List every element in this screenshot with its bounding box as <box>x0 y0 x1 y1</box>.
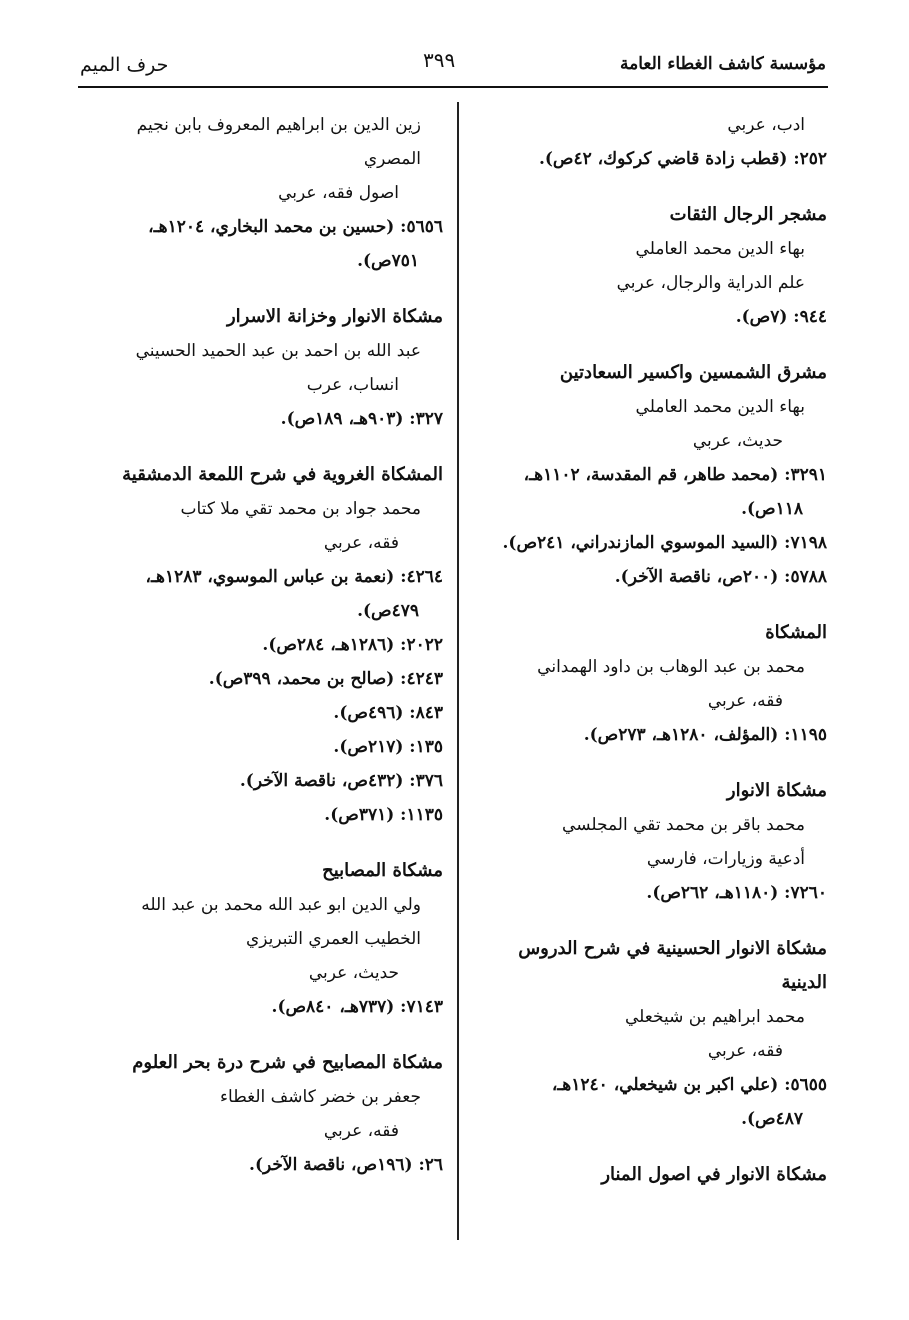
entry-copy: ٣٢٩١: (محمد طاهر، قم المقدسة، ١١٠٢هـ، <box>523 465 827 485</box>
entry-subject: حديث، عربي <box>692 431 783 451</box>
entry-title: مشرق الشمسين واكسير السعادتين <box>559 362 827 383</box>
entry-title: مشكاة المصابيح <box>322 860 443 881</box>
entry-title: مشكاة الانوار الحسينية في شرح الدروس الدينية <box>518 938 827 993</box>
entry-copy: ٥٧٨٨: (٢٠٠ص، ناقصة الآخر). <box>614 567 827 587</box>
entry-subject: أدعية وزيارات، فارسي <box>646 849 805 869</box>
entry-author: عبد الله بن احمد بن عبد الحميد الحسيني <box>135 341 421 361</box>
entry-title: المشكاة الغروية في شرح اللمعة الدمشقية <box>122 464 443 485</box>
entry-subject: فقه، عربي <box>707 1041 783 1061</box>
entry-author-cont: المصري <box>363 149 421 169</box>
entry-author: جعفر بن خضر كاشف الغطاء <box>220 1087 421 1107</box>
entry-copy: ٥٦٥٦: (حسين بن محمد البخاري، ١٢٠٤هـ، <box>148 217 443 237</box>
entry-copy: ٢٠٢٢: (١٢٨٦هـ، ٢٨٤ص). <box>262 635 443 655</box>
entry-subject: فقه، عربي <box>707 691 783 711</box>
catalog-entry <box>477 932 827 1136</box>
entry-author: محمد ابراهيم بن شيخعلي <box>624 1007 805 1027</box>
entry-title: مشكاة الانوار <box>726 780 827 801</box>
catalog-entry <box>477 774 827 910</box>
header-rule <box>78 86 828 88</box>
left-column <box>81 108 443 1204</box>
running-head-publisher: مؤسسة كاشف الغطاء العامة <box>619 54 826 74</box>
entry-copy: ٥٦٥٥: (علي اكبر بن شيخعلي، ١٢٤٠هـ، <box>551 1075 827 1095</box>
entry-subject: حديث، عربي <box>308 963 399 983</box>
entry-author-cont: الخطيب العمري التبريزي <box>245 929 421 949</box>
page-header <box>78 44 828 84</box>
entry-copy: ٨٤٣: (٤٩٦ص). <box>333 703 443 723</box>
entry-subject: ادب، عربي <box>727 115 805 135</box>
entry-subject: انساب، عرب <box>306 375 399 395</box>
entry-title: مشكاة الانوار وخزانة الاسرار <box>226 306 443 327</box>
catalog-entry <box>477 198 827 334</box>
catalog-entry <box>477 1158 827 1192</box>
entry-title: مشجر الرجال الثقات <box>669 204 827 225</box>
entry-author: محمد باقر بن محمد تقي المجلسي <box>562 815 805 835</box>
entry-author: بهاء الدين محمد العاملي <box>635 239 805 259</box>
continued-entry <box>81 108 443 278</box>
entry-copy: ٧٢٦٠: (١١٨٠هـ، ٢٦٢ص). <box>646 883 827 903</box>
running-head-chapter: حرف الميم <box>80 54 169 76</box>
entry-copy: ٢٦: (١٩٦ص، ناقصة الآخر). <box>249 1155 443 1175</box>
column-divider <box>457 102 459 1240</box>
entry-copy: ٩٤٤: (٧ص). <box>735 307 827 327</box>
entry-subject: فقه، عربي <box>323 533 399 553</box>
entry-copy: ٧١٤٣: (٧٣٧هـ، ٨٤٠ص). <box>271 997 443 1017</box>
entry-author: محمد جواد بن محمد تقي ملا كتاب <box>180 499 421 519</box>
entry-copy: ٢٥٢: (قطب زادة قاضي كركوك، ٤٢ص). <box>538 149 827 169</box>
entry-author: محمد بن عبد الوهاب بن داود الهمداني <box>537 657 805 677</box>
entry-title: مشكاة المصابيح في شرح درة بحر العلوم <box>132 1052 443 1073</box>
entry-author: زين الدين بن ابراهيم المعروف بابن نجيم <box>136 115 421 135</box>
entry-subject: اصول فقه، عربي <box>278 183 399 203</box>
entry-copy: ٧١٩٨: (السيد الموسوي المازندراني، ٢٤١ص). <box>502 533 827 553</box>
entry-copy: ٣٢٧: (٩٠٣هـ، ١٨٩ص). <box>280 409 443 429</box>
catalog-entry <box>477 616 827 752</box>
entry-title: مشكاة الانوار في اصول المنار <box>601 1164 827 1185</box>
entry-copy: ٤٢٤٣: (صالح بن محمد، ٣٩٩ص). <box>208 669 443 689</box>
catalog-entry <box>81 458 443 832</box>
entry-copy-cont: ٧٥١ص). <box>357 251 419 271</box>
entry-copy: ١٣٥: (٢١٧ص). <box>333 737 443 757</box>
page-number: ٣٩٩ <box>423 48 456 72</box>
catalog-entry <box>81 300 443 436</box>
entry-copy: ١١٣٥: (٣٧١ص). <box>324 805 443 825</box>
entry-copy: ٤٢٦٤: (نعمة بن عباس الموسوي، ١٢٨٣هـ، <box>145 567 443 587</box>
entry-author: ولي الدين ابو عبد الله محمد بن عبد الله <box>141 895 421 915</box>
entry-title: المشكاة <box>765 622 827 643</box>
entry-subject: علم الدراية والرجال، عربي <box>616 273 805 293</box>
entry-copy: ١١٩٥: (المؤلف، ١٢٨٠هـ، ٢٧٣ص). <box>583 725 827 745</box>
catalog-entry <box>81 854 443 1024</box>
continued-entry <box>477 108 827 176</box>
catalog-entry <box>81 1046 443 1182</box>
entry-copy-cont: ١١٨ص). <box>741 499 803 519</box>
entry-author: بهاء الدين محمد العاملي <box>635 397 805 417</box>
entry-copy-cont: ٤٧٩ص). <box>357 601 419 621</box>
entry-copy: ٣٧٦: (٤٣٢ص، ناقصة الآخر). <box>239 771 443 791</box>
catalog-entry <box>477 356 827 594</box>
entry-subject: فقه، عربي <box>323 1121 399 1141</box>
entry-copy-cont: ٤٨٧ص). <box>741 1109 803 1129</box>
right-column <box>477 108 827 1214</box>
